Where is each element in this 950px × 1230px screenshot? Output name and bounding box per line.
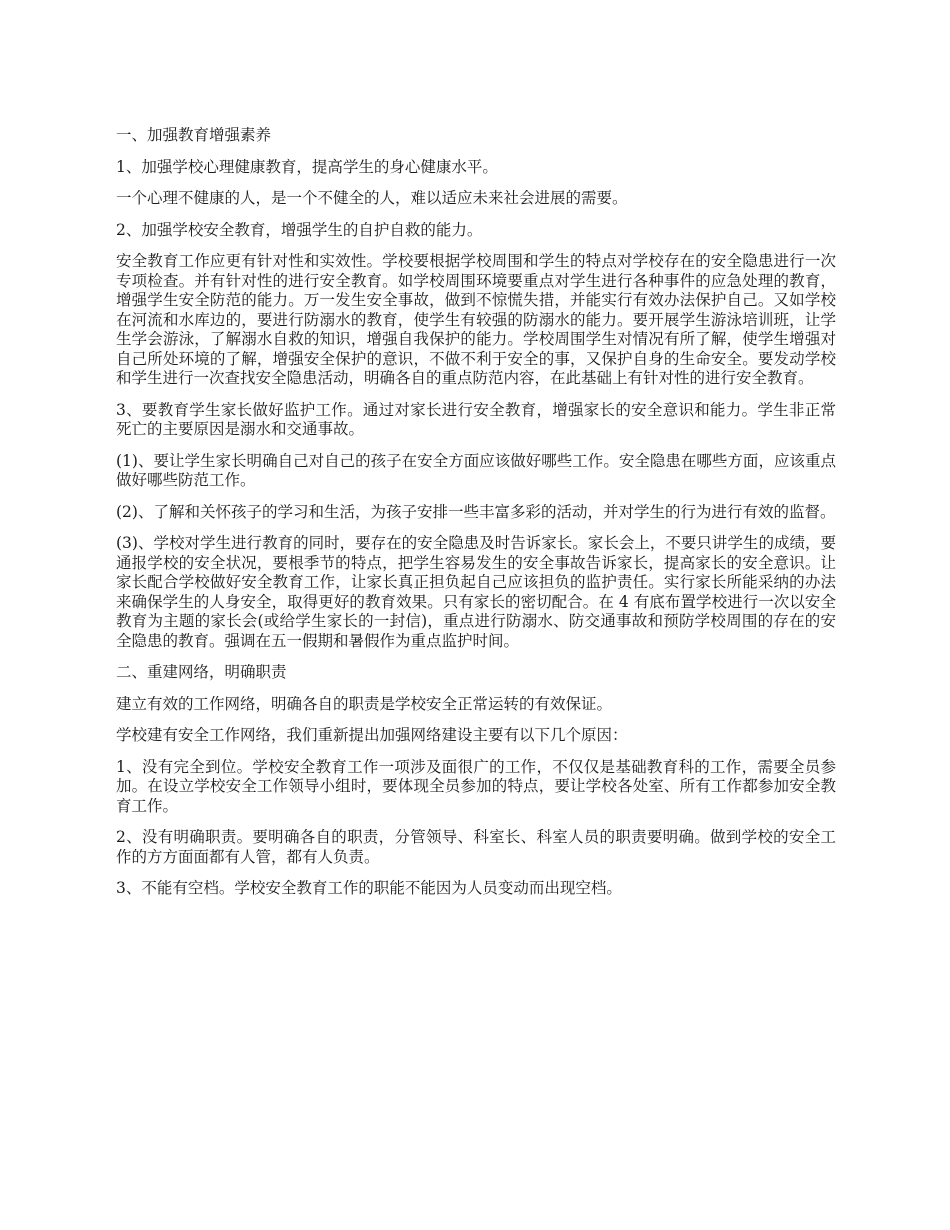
paragraph: 一个心理不健康的人，是一个不健全的人，难以适应未来社会进展的需要。 xyxy=(116,189,628,207)
section-heading-2: 二、重建网络，明确职责 xyxy=(116,663,287,681)
paragraph: 安全教育工作应更有针对性和实效性。学校要根据学校周围和学生的特点对学校存在的安全隐患进行一次专项检查。并有针对性的进行安全教育。如学校周围环境要重点对学生进行各种事件的应急处理的教育，增强学生安全防范的能力。万一发生安全事故，做到不惊慌失措，并能实行有效办法保护自己。又如学校在河流和水库边的，要进行防溺水的教育，使学生有较强的防溺水的能力。要开展学生游泳培训班，让学生学会游泳，了解溺水自救的知识，增强自我保护的能力。学校周围学生对情况有所了解，使学生增强对自己所处环境的了解，增强安全保护的意识，不做不利于安全的事，又保护自身的生命安全。要发动学校和学生进行一次查找安全隐患活动，明确各自的重点防范内容，在此基础上有针对性的进行安全教育。 xyxy=(116,252,836,387)
subheading-2: 2、加强学校安全教育，增强学生的自护自救的能力。 xyxy=(116,220,483,239)
list-item: 1、没有完全到位。学校安全教育工作一项涉及面很广的工作，不仅仅是基础教育科的工作，需要全员参加。在设立学校安全工作领导小组时，要体现全员参加的特点，要让学校各处室、所有工作都参加安全教育工作。 xyxy=(116,757,836,815)
paragraph: 建立有效的工作网络，明确各自的职责是学校安全正常运转的有效保证。 xyxy=(116,694,613,713)
list-item: (3)、学校对学生进行教育的同时，要存在的安全隐患及时告诉家长。家长会上，不要只讲学生的成绩，要通报学校的安全状况，要根季节的特点，把学生容易发生的安全事故告诉家长，提高家长的安全意识。让家长配合学校做好安全教育工作，让家长真正担负起自己应该担负的监护责任。实行家长所能采纳的办法来确保学生的人身安全，取得更好的教育效果。只有家长的密切配合。在 4 有底布置学校进行一次以安全教育为主题的家长会(或给学生家长的一封信)，重点进行防溺水、防交通事故和预防学校周围的存在的安全隐患的教育。强调在五一假期和暑假作为重点监护时间。 xyxy=(116,534,836,650)
list-item: 3、不能有空档。学校安全教育工作的职能不能因为人员变动而出现空档。 xyxy=(116,879,622,897)
list-item: 2、没有明确职责。要明确各自的职责，分管领导、科室长、科室人员的职责要明确。做到学校的安全工作的方方面面都有人管，都有人负责。 xyxy=(116,828,836,866)
list-item: (1)、要让学生家长明确自己对自己的孩子在安全方面应该做好哪些工作。安全隐患在哪些方面，应该重点做好哪些防范工作。 xyxy=(116,451,836,489)
section-heading-1: 一、加强教育增强素养 xyxy=(116,126,272,144)
document-body xyxy=(116,126,836,911)
subheading-3: 3、要教育学生家长做好监护工作。通过对家长进行安全教育，增强家长的安全意识和能力。学生非正常死亡的主要原因是溺水和交通事故。 xyxy=(116,400,836,438)
subheading-1: 1、加强学校心理健康教育，提高学生的身心健康水平。 xyxy=(116,157,498,176)
list-item: (2)、了解和关怀孩子的学习和生活，为孩子安排一些丰富多彩的活动，并对学生的行为进行有效的监督。 xyxy=(116,502,836,521)
paragraph: 学校建有安全工作网络，我们重新提出加强网络建设主要有以下几个原因： xyxy=(116,726,628,744)
